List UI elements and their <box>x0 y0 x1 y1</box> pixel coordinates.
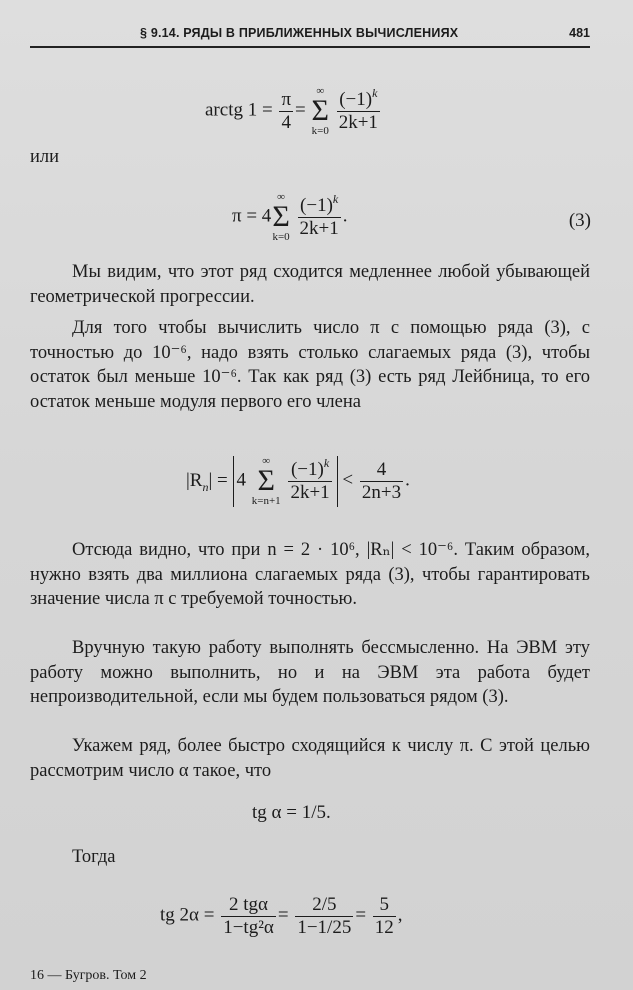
page-number: 481 <box>569 26 590 40</box>
frac-den: 1−tg²α <box>223 916 274 938</box>
frac-den: 2k+1 <box>338 111 378 133</box>
fraction-series-term <box>337 85 380 134</box>
equals-sign: = <box>295 99 306 121</box>
formula-remainder <box>186 456 410 507</box>
sum-lower-limit: k=0 <box>311 124 329 137</box>
frac-num: 4 <box>376 458 387 480</box>
formula-tg-alpha: tg α = 1/5. <box>252 802 331 823</box>
formula-arctg-lhs: arctg 1 = <box>205 99 273 121</box>
frac-den: 2k+1 <box>299 217 339 239</box>
word-or: или <box>30 147 60 167</box>
formula-comma: , <box>397 904 403 926</box>
fraction-pi-over-4 <box>279 89 293 134</box>
section-title: § 9.14. РЯДЫ В ПРИБЛИЖЕННЫХ ВЫЧИСЛЕНИЯХ <box>140 26 459 40</box>
formula-arctg <box>205 86 382 137</box>
frac-den: 2k+1 <box>290 481 330 503</box>
fraction-double-angle <box>221 894 276 939</box>
absolute-value: 4 ∞ Σ k=n+1 $\frac{(-1)^k}{2k+1}$ <box>233 456 338 507</box>
remainder-lhs: $|R_n|$ = <box>186 469 228 494</box>
frac-den: 1−1/25 <box>297 916 352 938</box>
paragraph-3: Отсюда видно, что при n = 2 · 10⁶, |Rₙ| < 10⁻⁶. Таким образом, нужно взять два миллиона слагаемых ряда (3), чтобы гарантировать значение числа π с требуемой точностью. <box>30 540 590 609</box>
formula-tg2a-lhs: tg 2α = <box>160 904 215 926</box>
sum-upper-limit: ∞ <box>277 191 285 203</box>
frac-num: 2/5 <box>312 894 337 915</box>
paragraph-5: Укажем ряд, более быстро сходящийся к числу π. С этой целью рассмотрим число α такое, что <box>30 736 590 781</box>
formula-pi-series <box>232 192 348 243</box>
less-than-sign: < <box>342 469 354 491</box>
frac-num: 2 tgα <box>229 894 269 915</box>
page-footer: 16 — Бугров. Том 2 <box>30 968 147 983</box>
frac-num: π <box>281 88 292 110</box>
sum-symbol: ∞ Σ k=0 <box>272 191 290 243</box>
formula-period: . <box>342 205 348 227</box>
frac-den: 12 <box>374 916 394 938</box>
frac-den: 4 <box>279 111 293 134</box>
frac-num: $(-1)^k$ <box>339 85 378 110</box>
frac-num: $(-1)^k$ <box>300 191 339 216</box>
fraction-bound <box>360 459 403 504</box>
paragraph-4: Вручную такую работу выполнять бессмысленно. На ЭВМ эту работу можно выполнить, но и на ЭВМ эта работа будет непроизводительной, если мы будем пользоваться рядом (3). <box>30 638 590 707</box>
frac-den: 2n+3 <box>361 481 402 503</box>
paragraph-2: Для того чтобы вычислить число π с помощью ряда (3), с точностью до 10⁻⁶, надо взять столько слагаемых ряда (3), чтобы остаток был меньше 10⁻⁶. Так как ряд (3) есть ряд Лейбница, то его остаток меньше модуля первого его члена <box>30 318 590 412</box>
equals-sign: = <box>355 904 367 926</box>
fraction-substituted <box>295 894 353 939</box>
fraction-result <box>373 894 396 939</box>
frac-num: $(-1)^k$ <box>290 455 330 480</box>
fraction-series-term <box>288 455 331 504</box>
formula-period: . <box>405 469 410 491</box>
sum-symbol: ∞ Σ k=0 <box>311 85 329 137</box>
sum-upper-limit: ∞ <box>316 85 325 97</box>
sum-lower-limit: k=0 <box>272 230 290 243</box>
equals-sign: = <box>277 904 289 926</box>
formula-pi-lhs: π = 4 <box>232 205 272 227</box>
fraction-series-term <box>298 191 341 240</box>
sum-symbol: ∞ Σ k=n+1 <box>251 455 281 507</box>
sum-lower-limit: k=n+1 <box>251 494 281 507</box>
equation-number: (3) <box>568 210 591 231</box>
running-header <box>30 22 590 48</box>
sum-upper-limit: ∞ <box>262 455 271 467</box>
word-then: Тогда <box>72 847 116 867</box>
formula-tg-2alpha <box>160 894 403 939</box>
paragraph-1: Мы видим, что этот ряд сходится медленнее любой убывающей геометрической прогрессии. <box>30 262 590 307</box>
frac-num: 5 <box>379 894 390 915</box>
